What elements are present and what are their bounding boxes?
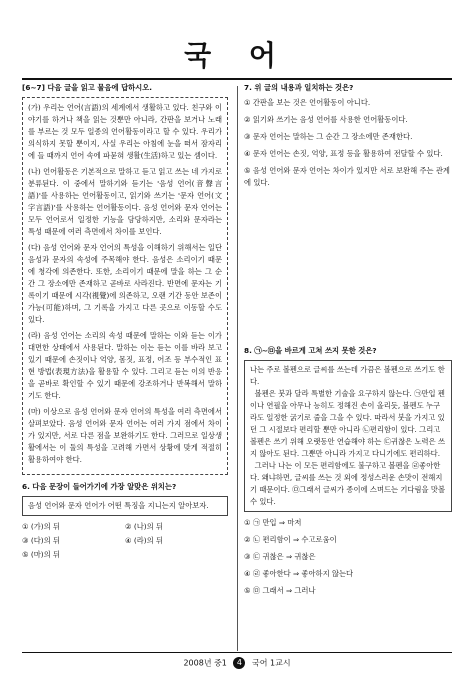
choice-item[interactable]: ⑤ (마)의 뒤 [22,550,61,559]
page-footer [0,657,474,669]
question-7-choices [244,97,452,189]
passage-paragraph-da: (다) 음성 언어와 문자 언어의 특성을 이해하기 위해서는 일단 음성과 문자의 속성에 주목해야 한다. 음성은 소리이기 때문에 청각에 의존한다. 또한, 소리이기 때문에 말을 하는 그 순간 그 장소에만 존재하고 곧바로 사라진다. 반면에 문자는 기록이기 때문에 시각(視覺)에 의존하고, 오랜 기간 동안 보존이 가능(可能)하며, 그 기록을 가지고 다른 곳으로 이동할 수도 있다. [28,243,225,324]
choice-item[interactable]: ② (나)의 뒤 [125,522,164,531]
choice-item[interactable]: ③ (다)의 뒤 [22,536,61,545]
question-8-choices [244,517,452,597]
column-separator [237,86,238,651]
choice-item[interactable]: ① ㉠ 만입 ⇒ 마저 [244,518,302,527]
right-column [244,82,452,602]
choice-item[interactable]: ① 간판을 보는 것은 언어활동이 아니다. [244,98,371,107]
question-7-stem: 7. 위 글의 내용과 일치하는 것은? [244,83,354,92]
page-title: 국 어 [184,39,290,72]
question-8-stem: 8. ㉠~㉤을 바르게 고쳐 쓰지 못한 것은? [244,346,377,355]
footer-rule [22,652,452,653]
choice-item[interactable]: ⑤ ㉤ 그래서 ⇒ 그러나 [244,586,316,595]
footer-subject-label: 국어 1교시 [252,658,291,668]
choice-item[interactable]: ④ ㉣ 좋아한다 ⇒ 좋아하지 않는다 [244,569,354,578]
page-number: 4 [233,657,245,669]
blank-space [244,197,452,345]
question-6-choices [22,521,228,561]
question-group-header: [6~7] 다음 글을 읽고 물음에 답하시오. [22,83,153,92]
question-6-stem: 6. 다음 문장이 들어가기에 가장 알맞은 위치는? [22,482,177,491]
passage-paragraph-na: (나) 언어활동은 기본적으로 말하고 듣고 읽고 쓰는 네 가지로 분류된다. 이 중에서 말하기와 듣기는 '음성 언어(音聲言語)'를 사용하는 언어활동이고, 읽기와 쓰기는 '문자 언어(文字言語)'를 사용하는 언어활동이다. 음성 언어와 문자 언어는 모두 언어로서 일정한 기능을 담당하지만, 소리와 문자라는 특성 때문에 여러 측면에서 차이를 보인다. [28,167,225,236]
passage-paragraph-ga: (가) 우리는 언어(言語)의 세계에서 생활하고 있다. 친구와 이야기를 하거나 책을 읽는 것뿐만 아니라, 간판을 보거나 노래를 부르는 것 모두 일종의 언어활동이라고 할 수 있다. 우리가 의식하지 못할 뿐이지, 사실 우리는 아침에 눈을 떠서 잠자리에 들 때까지 언어 속에 파묻혀 생활(生活)하고 있는 셈이다. [28,103,225,160]
top-rule [22,78,452,80]
reading-passage [22,97,228,475]
choice-item[interactable]: ② ㉡ 편리함이 ⇒ 수고로움이 [244,535,337,544]
passage-paragraph-ma: (마) 이상으로 음성 언어와 문자 언어의 특성을 여러 측면에서 살펴보았다. 음성 언어와 문자 언어는 여러 가지 점에서 차이가 있지만, 서로 다른 점을 보완하기도 한다. 그러므로 일상생활에서는 이 둘의 특성을 고려해 가면서 상황에 맞게 적절히 활용하여야 한다. [28,407,225,464]
choice-item[interactable]: ④ (라)의 뒤 [125,536,164,545]
choice-item[interactable]: ④ 문자 언어는 손짓, 억양, 표정 등을 활용하여 전달할 수 있다. [244,149,443,158]
choice-item[interactable]: ③ ㉢ 귀찮은 ⇒ 귀찮은 [244,552,316,561]
left-column [22,82,228,561]
passage-paragraph-ra: (라) 음성 언어는 소리의 속성 때문에 말하는 이와 듣는 이가 대면한 상태에서 사용된다. 말하는 이는 듣는 이를 바라 보고 있기 때문에 손짓이나 억양, 몸짓, 표정, 어조 등 부수적인 표현 방법(表現方法)을 활용할 수 있다. 그리고 듣는 이의 반응을 곧바로 확인할 수 있기 때문에 강조하거나 반복해서 말하기도 한다. [28,331,225,400]
choice-item[interactable]: ③ 문자 언어는 말하는 그 순간 그 장소에만 존재한다. [244,132,413,141]
question-6-box: 음성 언어와 문자 언어가 어떤 특징을 지니는지 알아보자. [22,496,228,516]
question-8-box: 나는 주로 볼펜으로 글씨를 쓰는데 가끔은 볼펜으로 쓰기도 한다. 볼펜은 붓과 달라 특별한 기술을 요구하지 않는다. ㉠만입 펜이나 연필을 아무나 능히도 정해진 손이 올리듯, 볼펜도 누구라도 일정한 굵기로 줄을 그을 수 있다. 따라서 붓을 가지고 있던 그 시절보다 편리할 뿐만 아니라 ㉡편리함이 있다. 그리고 볼펜은 쓰기 위해 오랫동안 연습해야 하는 ㉢귀찮은 노력은 쓰지 않아도 된다. 그뿐만 아니라 가지고 다니기에도 편리하다. 그러나 나는 이 모든 편리함에도 불구하고 볼펜을 ㉣좋아한다. 왜냐하면, 글씨를 쓰는 것 외에 정성스러운 손맛이 전해지기 때문이다. ㉤그래서 글씨가 종이에 스며드는 기다림을 맛볼 수 있다. [244,360,452,512]
choice-item[interactable]: ② 읽기와 쓰기는 음성 언어를 사용한 언어활동이다. [244,115,408,124]
choice-item[interactable]: ① (가)의 뒤 [22,522,61,531]
footer-exam-label: 2008년 중1 [183,658,227,668]
choice-item[interactable]: ⑤ 음성 언어와 문자 언어는 차이가 있지만 서로 보완해 주는 관계에 있다. [244,166,450,187]
